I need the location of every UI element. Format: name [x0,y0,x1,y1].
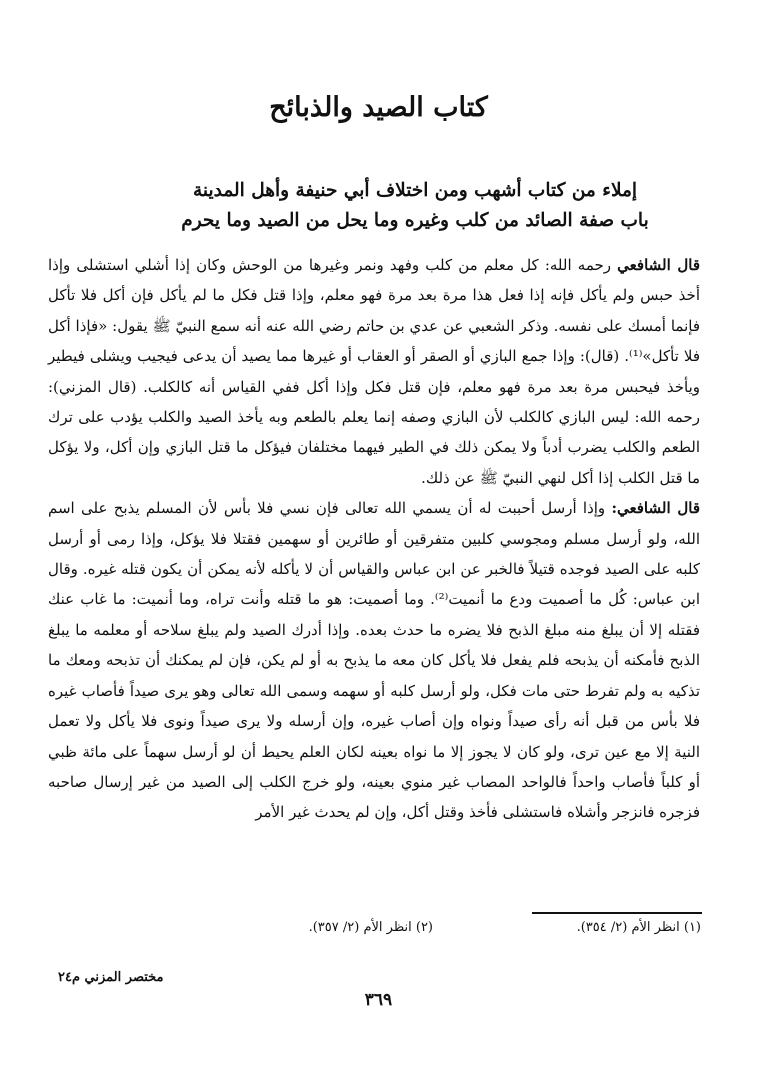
speaker-label: قال الشافعي: [611,499,701,518]
subheading-1: إملاء من كتاب أشهب ومن اختلاف أبي حنيفة وأهل المدينة [192,180,638,201]
page-title: كتاب الصيد والذبائح [269,92,488,123]
footnote-2: (٢) انظر الأم (٢/ ٣٥٧). [308,920,433,935]
paragraph-text: وإذا أرسل أحببت له أن يسمي الله تعالى فإن نسي فلا بأس لأن المسلم يذبح على اسم الله، ولو أرسل مسلم ومجوسي كلبين متفرقين أو طائرين أو سهمين فقتلا فلا يؤكل، وإذا رمى أو أرسل كلبه على الصيد فوجده قتيلاً فالخبر عن ابن عباس والقياس أن لا يأكله لأنه يمكن أن يكون قتله غيره. وقال ابن عباس: كُل ما أصميت ودع ما أنميت⁽²⁾. وما أصميت: هو ما قتله وأنت تراه، وما أنميت: ما غاب عنك فقتله إلا أن يبلغ منه مبلغ الذبح فلا يضره ما حدث بعده. وإذا أدرك الصيد ولم يبلغ سلاحه أو معلمه ما يبلغ الذبح فأمكنه أن يذبحه فلم يفعل فلا يأكل كان معه ما يذبح به أو لم يكن، فإن لم يمكنك أن تذبحه ومعك ما تذكيه به ولم تفرط حتى مات فكل، ولو أرسل كلبه أو سهمه وسمى الله تعالى وهو يرى صيداً فأصاب غيره فلا بأس من قبل أنه رأى صيداً ونواه وإن أصاب غيره، وإن أرسله ولا يرى صيداً ونوى فلا يأكل ولا تعمل النية إلا مع عين ترى، ولو كان لا يجوز إلا ما نواه بعينه لكان العلم يحيط أن لو أرسل سهماً على مائة ظبي أو كلباً فأصاب واحداً فالواحد المصاب غير منوي بعينه، ولو خرج الكلب إلى الصيد من غير إرسال صاحبه فزجره فانزجر وأشلاه فاستشلى فأخذ وقتل أكل، وإن لم يحدث غير الأمر [48,499,700,822]
paragraph-text: رحمه الله: كل معلم من كلب وفهد ونمر وغيرها من الوحش وكان إذا أشلي استشلى وإذا أخذ حبس ولم يأكل فإنه إذا فعل هذا مرة بعد مرة فهو معلم، وإذا قتل فكل ما لم يأكل فإن أكل فلا تأكل فإنما أمسك على نفسه. وذكر الشعبي عن عدي بن حاتم رضي الله عنه أنه سمع النبيّ ﷺ يقول: «فإذا أكل فلا تأكل»⁽¹⁾. (قال): وإذا جمع البازي أو الصقر أو العقاب أو غيرها مما يصيد أن يدعى فيجيب ويشلى فيطير ويأخذ فيحبس مرة بعد مرة فهو معلم، فإن قتل فكل وإذا أكل ففي القياس أنه كالكلب. (قال المزني): رحمه الله: ليس البازي كالكلب لأن البازي وصفه إنما يعلم بالطعم وبه يأخذ الصيد والكلب يؤدب على ترك الطعم والكلب يضرب أدباً ولا يمكن ذلك في الطير فيهما مختلفان فيؤكل ما قتل البازي وإن أكل، ولا يؤكل ما قتل الكلب إذا أكل لنهي النبيّ ﷺ عن ذلك. [48,256,701,487]
body-text [48,250,700,828]
footnote-1: (١) انظر الأم (٢/ ٣٥٤). [576,920,701,935]
speaker-label: قال الشافعي [617,256,700,274]
paragraph-1 [48,250,700,493]
signature-mark: مختصر المزني م٢٤ [58,970,164,985]
page-number: ٣٦٩ [364,990,393,1010]
footnote-divider [532,912,702,914]
subheading-2: باب صفة الصائد من كلب وغيره وما يحل من الصيد وما يحرم [181,210,649,231]
paragraph-2 [48,493,700,827]
